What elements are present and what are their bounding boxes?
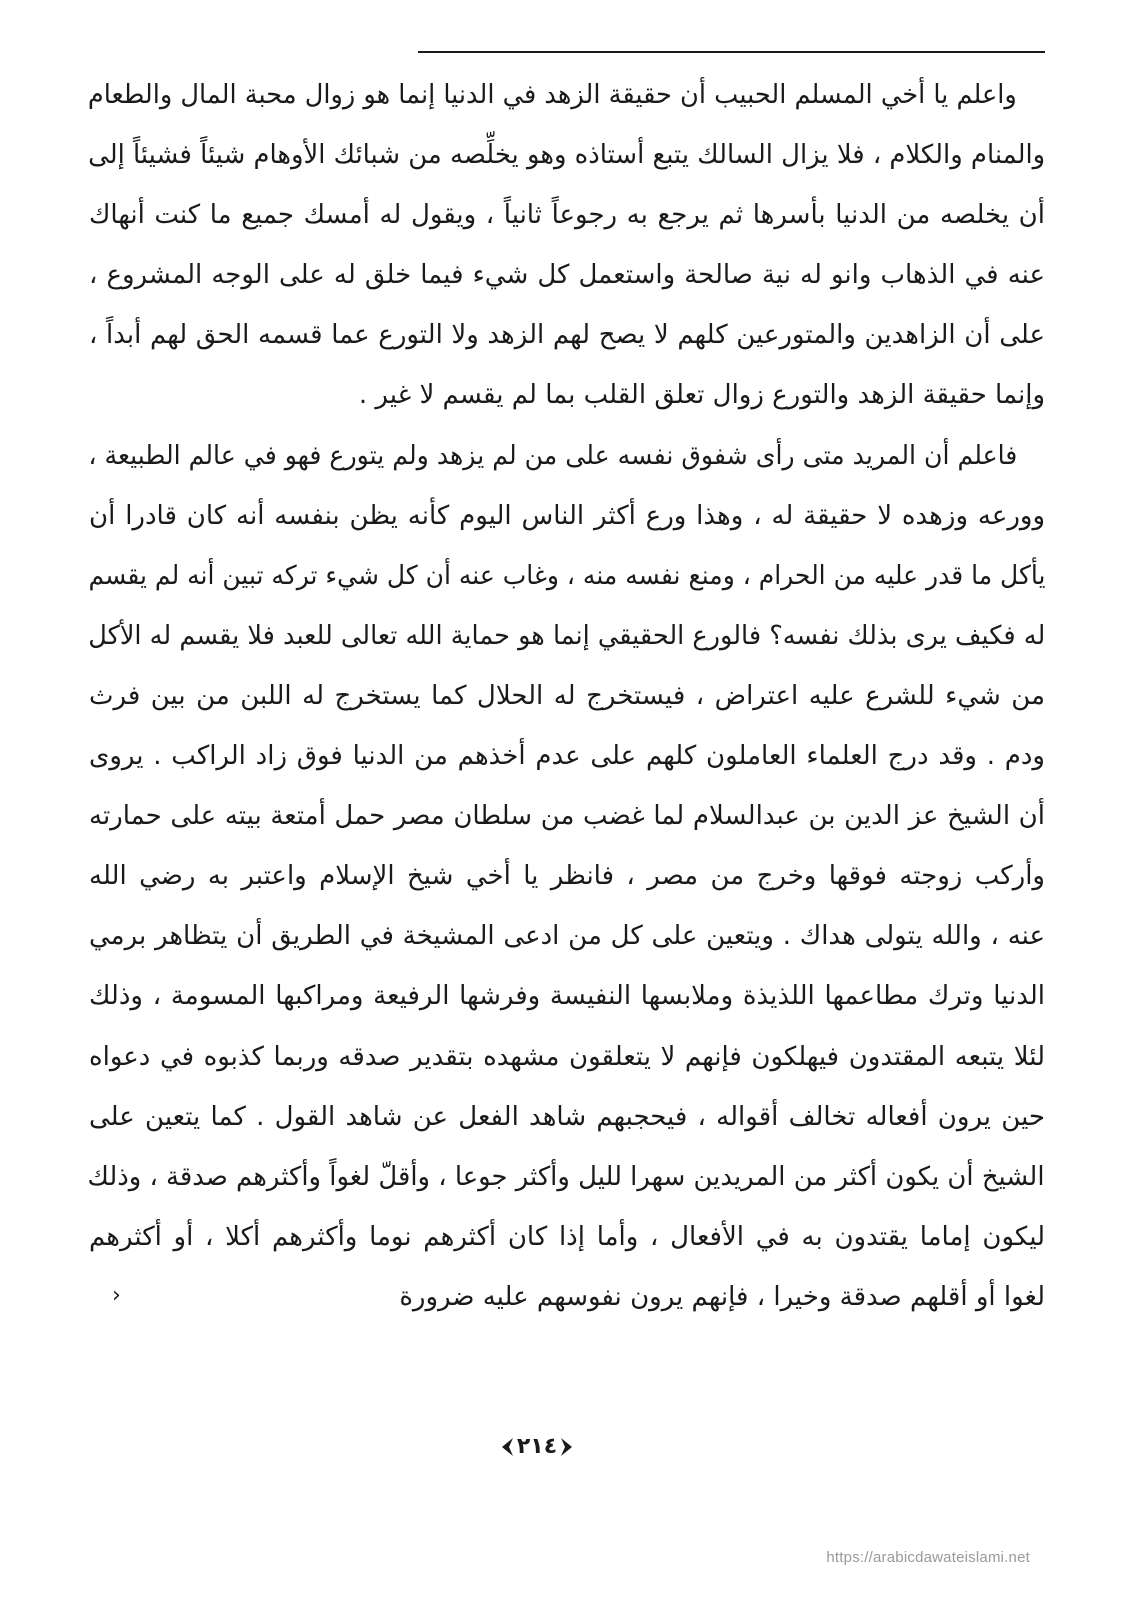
- watermark-url: https://arabicdawateislami.net: [826, 1549, 1030, 1566]
- text-line-content: الدنيا وترك مطاعمها اللذيذة وملابسها النفيسة وفرشها الرفيعة ومراكبها المسومة ، وذلك: [89, 981, 1045, 1012]
- text-line: [88, 185, 1045, 245]
- text-line: [88, 966, 1045, 1026]
- text-line-content: أن يخلصه من الدنيا بأسرها ثم يرجع به رجوعاً ثانياً ، ويقول له أمسك جميع ما كنت أنهاك: [89, 200, 1045, 231]
- text-line-content: حين يرون أفعاله تخالف أقواله ، فيحجبهم شاهد الفعل عن شاهد القول . كما يتعين على: [89, 1101, 1045, 1132]
- text-line-content: عنه ، والله يتولى هداك . ويتعين على كل من ادعى المشيخة في الطريق أن يتظاهر برمي: [89, 921, 1045, 952]
- text-line: [88, 486, 1045, 546]
- text-line-content: له فكيف يرى بذلك نفسه؟ فالورع الحقيقي إنما هو حماية الله تعالى للعبد فلا يقسم له الأكل: [88, 620, 1045, 651]
- text-line: [88, 666, 1045, 726]
- text-line-content: وإنما حقيقة الزهد والتورع زوال تعلق القلب بما لم يقسم لا غير .: [358, 380, 1045, 411]
- text-line-content: واعلم يا أخي المسلم الحبيب أن حقيقة الزهد في الدنيا إنما هو زوال محبة المال والطعام: [88, 80, 1017, 110]
- text-line: [88, 305, 1045, 365]
- text-line: [88, 1267, 1045, 1327]
- text-line-content: لئلا يتبعه المقتدون فيهلكون فإنهم لا يتعلقون مشهده بتقدير صدقه وربما كذبوه في دعواه: [89, 1041, 1045, 1072]
- text-line-content: عنه في الذهاب وانو له نية صالحة واستعمل كل شيء فيما خلق له على الوجه المشروع ،: [89, 260, 1045, 291]
- catchword-mark: ›: [112, 1283, 121, 1308]
- page-number-value: ٢١٤: [516, 1434, 558, 1459]
- text-line: [88, 245, 1045, 305]
- body-text: [88, 65, 1045, 1327]
- text-line-content: الشيخ أن يكون أكثر من المريدين سهرا لليل وأكثر جوعا ، وأقلّ لغواً وأكثرهم صدقة ، وذلك: [88, 1161, 1045, 1192]
- text-line: [88, 1087, 1045, 1147]
- ornament-right-icon: [560, 1436, 574, 1458]
- text-line-content: على أن الزاهدين والمتورعين كلهم لا يصح لهم الزهد ولا التورع عما قسمه الحق لهم أبداً ،: [89, 320, 1045, 351]
- text-line-content: وورعه وزهده لا حقيقة له ، وهذا ورع أكثر الناس اليوم كأنه يظن بنفسه أنه كان قادرا أن: [89, 500, 1045, 531]
- text-line: [88, 606, 1045, 666]
- text-line-content: من شيء للشرع عليه اعتراض ، فيستخرج له الحلال كما يستخرج له اللبن من بين فرث: [89, 680, 1045, 711]
- text-line: [88, 365, 1045, 425]
- text-line: [88, 426, 1045, 486]
- text-line-content: والمنام والكلام ، فلا يزال السالك يتبع أستاذه وهو يخلِّصه من شبائك الأوهام شيئاً فشيئاً إلى: [88, 140, 1045, 171]
- text-line: [88, 906, 1045, 966]
- text-line: [88, 1027, 1045, 1087]
- text-line: [88, 546, 1045, 606]
- text-line: [88, 65, 1045, 125]
- text-line: [88, 1147, 1045, 1207]
- text-line-content: أن الشيخ عز الدين بن عبدالسلام لما غضب من سلطان مصر حمل أمتعة بيته على حمارته: [89, 801, 1045, 832]
- page-number: [477, 1430, 597, 1464]
- text-line: [88, 125, 1045, 185]
- text-line-content: فاعلم أن المريد متى رأى شفوق نفسه على من لم يزهد ولم يتورع فهو في عالم الطبيعة ،: [88, 440, 1017, 471]
- text-line-content: يأكل ما قدر عليه من الحرام ، ومنع نفسه منه ، وغاب عنه أن كل شيء تركه تبين أنه لم يقسم: [88, 560, 1045, 591]
- text-line-content: ودم . وقد درج العلماء العاملون كلهم على عدم أخذهم من الدنيا فوق زاد الراكب . يروى: [89, 741, 1045, 772]
- text-line-content: ليكون إماما يقتدون به في الأفعال ، وأما إذا كان أكثرهم نوما وأكثرهم أكلا ، أو أكثرهم: [89, 1221, 1045, 1252]
- text-line: [88, 1207, 1045, 1267]
- ornament-left-icon: [500, 1436, 514, 1458]
- text-line-content: لغوا أو أقلهم صدقة وخيرا ، فإنهم يرون نفوسهم عليه ضرورة: [399, 1281, 1045, 1312]
- header-rule: [418, 51, 1045, 53]
- text-line: [88, 786, 1045, 846]
- text-line-content: وأركب زوجته فوقها وخرج من مصر ، فانظر يا أخي شيخ الإسلام واعتبر به رضي الله: [89, 861, 1045, 892]
- text-line: [88, 846, 1045, 906]
- text-line: [88, 726, 1045, 786]
